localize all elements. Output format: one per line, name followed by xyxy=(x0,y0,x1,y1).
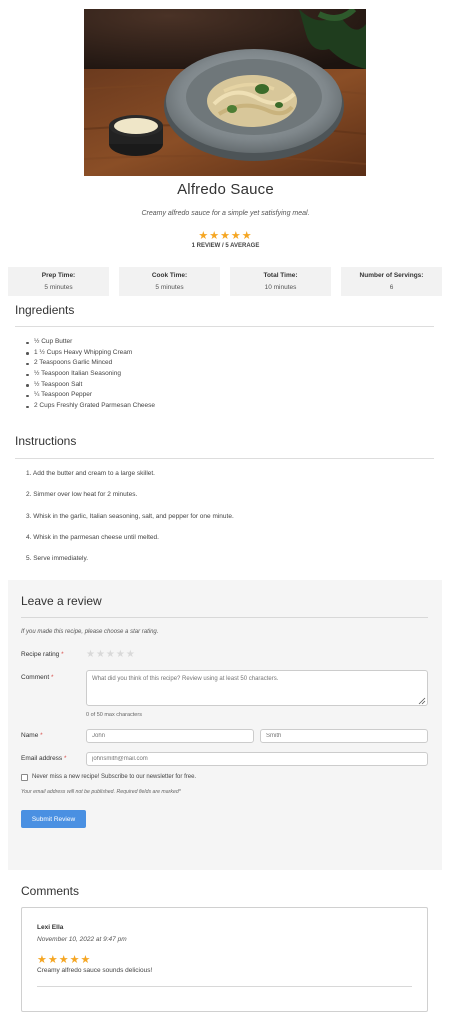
newsletter-checkbox[interactable] xyxy=(21,774,28,781)
last-name-input[interactable] xyxy=(260,729,428,743)
ingredient-item: 2 Cups Freshly Grated Parmesan Cheese xyxy=(34,401,155,412)
recipe-rating-stars: ★★★★★ xyxy=(198,230,253,242)
newsletter-label[interactable]: Never miss a new recipe! Subscribe to our newsletter for free. xyxy=(32,774,197,780)
comment-input[interactable] xyxy=(86,670,428,706)
comment-label xyxy=(21,674,54,681)
ingredient-item: ½ Teaspoon Italian Seasoning xyxy=(34,369,155,380)
first-name-input[interactable] xyxy=(86,729,254,743)
ingredient-item: ½ Teaspoon Salt xyxy=(34,380,155,391)
ingredient-item: 2 Teaspoons Garlic Minced xyxy=(34,358,155,369)
recipe-title: Alfredo Sauce xyxy=(177,181,274,198)
name-label-text: Name xyxy=(21,732,39,739)
recipe-summary: Creamy alfredo sauce for a simple yet satisfying meal. xyxy=(141,210,310,217)
total-time-label: Total Time: xyxy=(263,272,298,279)
review-heading: Leave a review xyxy=(21,594,102,608)
privacy-note: Your email address will not be published. Required fields are marked* xyxy=(21,789,181,795)
review-hint: If you made this recipe, please choose a star rating. xyxy=(21,629,159,635)
recipe-times xyxy=(8,267,442,296)
comment-divider xyxy=(37,986,412,987)
ingredient-item: ½ Cup Butter xyxy=(34,337,155,348)
instruction-step: 3. Whisk in the garlic, Italian seasoning, salt, and pepper for one minute. xyxy=(26,512,234,520)
email-label xyxy=(21,755,67,762)
required-marker: * xyxy=(51,674,54,681)
review-divider xyxy=(21,617,428,618)
rating-label xyxy=(21,651,64,658)
prep-time-label: Prep Time: xyxy=(41,272,76,279)
instruction-step: 2. Simmer over low heat for 2 minutes. xyxy=(26,491,138,499)
servings-box xyxy=(341,267,442,296)
star-rating-input[interactable]: ★★★★★ xyxy=(86,649,136,660)
prep-time-box xyxy=(8,267,109,296)
instructions-list xyxy=(26,469,234,575)
comments-heading: Comments xyxy=(21,884,80,898)
comment-label-text: Comment xyxy=(21,674,50,681)
ingredients-list xyxy=(34,337,155,412)
cook-time-box xyxy=(119,267,220,296)
rating-summary: 1 REVIEW / 5 AVERAGE xyxy=(191,243,260,249)
name-label xyxy=(21,732,43,739)
comment-date: November 10, 2022 at 9:47 pm xyxy=(37,936,127,943)
total-time-box xyxy=(230,267,331,296)
cook-time-label: Cook Time: xyxy=(151,272,188,279)
ingredient-item: 1 ½ Cups Heavy Whipping Cream xyxy=(34,348,155,359)
required-marker: * xyxy=(40,732,43,739)
rating-label-text: Recipe rating xyxy=(21,651,60,658)
instruction-step: 4. Whisk in the parmesan cheese until melted. xyxy=(26,533,159,541)
prep-time-value: 5 minutes xyxy=(44,284,73,291)
comment-text: Creamy alfredo sauce sounds delicious! xyxy=(37,967,153,974)
required-marker: * xyxy=(61,651,64,658)
character-count: 0 of 50 max characters xyxy=(86,712,142,718)
recipe-hero-image xyxy=(84,9,366,176)
servings-value: 6 xyxy=(389,284,394,291)
resize-handle-icon[interactable] xyxy=(418,697,426,705)
ingredient-item: ¼ Teaspoon Pepper xyxy=(34,390,155,401)
submit-review-button[interactable]: Submit Review xyxy=(21,810,86,828)
comment-author: Lexi Ella xyxy=(37,924,64,931)
comment-rating-stars: ★★★★★ xyxy=(37,954,92,966)
email-label-text: Email address xyxy=(21,755,63,762)
servings-label: Number of Servings: xyxy=(359,272,424,279)
instructions-divider xyxy=(15,458,434,459)
instruction-step: 5. Serve immediately. xyxy=(26,555,89,563)
cook-time-value: 5 minutes xyxy=(155,284,184,291)
pasta-dish-illustration xyxy=(84,9,366,176)
required-marker: * xyxy=(64,755,67,762)
ingredients-heading: Ingredients xyxy=(15,303,75,317)
email-input[interactable] xyxy=(86,752,428,766)
instructions-heading: Instructions xyxy=(15,434,77,448)
ingredients-divider xyxy=(15,326,434,327)
instruction-step: 1. Add the butter and cream to a large skillet. xyxy=(26,470,155,477)
total-time-value: 10 minutes xyxy=(264,284,297,291)
